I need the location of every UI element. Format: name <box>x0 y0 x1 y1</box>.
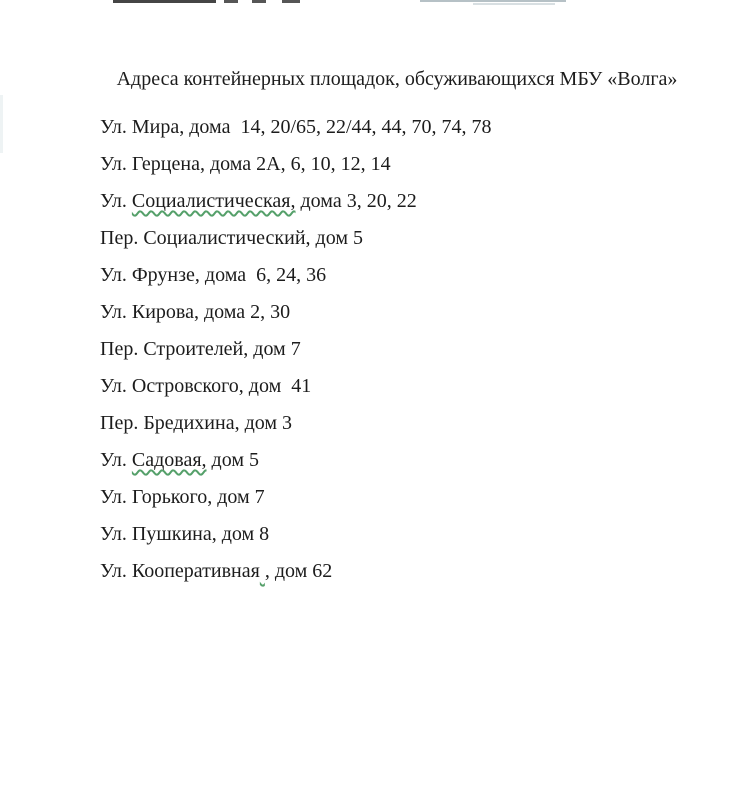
address-line <box>100 294 714 331</box>
address-line <box>100 516 714 553</box>
address-line <box>100 331 714 368</box>
address-text: , дом 62 <box>264 560 333 582</box>
cropped-content-artifact <box>224 0 238 3</box>
address-text: Ул. Островского, дом 41 <box>100 375 312 397</box>
address-line <box>100 257 714 294</box>
address-text: Ул. Кооперативная <box>100 560 260 582</box>
address-text: дом 5 <box>206 449 259 471</box>
address-text: Пер. Бредихина, дом 3 <box>100 412 293 434</box>
address-line <box>100 220 714 257</box>
address-list <box>100 109 714 590</box>
address-text: Пер. Строителей, дом 7 <box>100 338 301 360</box>
cropped-content-artifact <box>420 0 566 2</box>
address-line <box>100 553 714 590</box>
cropped-content-artifact <box>473 3 555 5</box>
address-text: Ул. Кирова, дома 2, 30 <box>100 301 291 323</box>
address-text: Ул. Горького, дом 7 <box>100 486 265 508</box>
address-text: Ул. Герцена, дома 2А, 6, 10, 12, 14 <box>100 153 391 175</box>
address-line <box>100 479 714 516</box>
cropped-content-artifact <box>113 0 216 3</box>
address-text: Ул. Пушкина, дом 8 <box>100 523 270 545</box>
address-line <box>100 183 714 220</box>
spellcheck-squiggle: Садовая, <box>131 449 207 471</box>
cropped-content-artifact <box>282 0 300 3</box>
address-text: Ул. Мира, дома 14, 20/65, 22/44, 44, 70, 74, 78 <box>100 116 492 138</box>
address-text: дома 3, 20, 22 <box>295 190 417 212</box>
address-line <box>100 368 714 405</box>
address-line <box>100 109 714 146</box>
address-line <box>100 146 714 183</box>
cropped-content-artifact <box>0 95 3 153</box>
spellcheck-squiggle: Социалистическая, <box>131 190 296 212</box>
address-text: Ул. Фрунзе, дома 6, 24, 36 <box>100 264 327 286</box>
document-title: Адреса контейнерных площадок, обсуживающихся МБУ «Волга» <box>116 68 678 90</box>
address-line <box>100 405 714 442</box>
address-text: Ул. <box>100 190 132 212</box>
address-text: Ул. <box>100 449 132 471</box>
address-line <box>100 442 714 479</box>
cropped-content-artifact <box>252 0 266 3</box>
address-text: Пер. Социалистический, дом 5 <box>100 227 364 249</box>
